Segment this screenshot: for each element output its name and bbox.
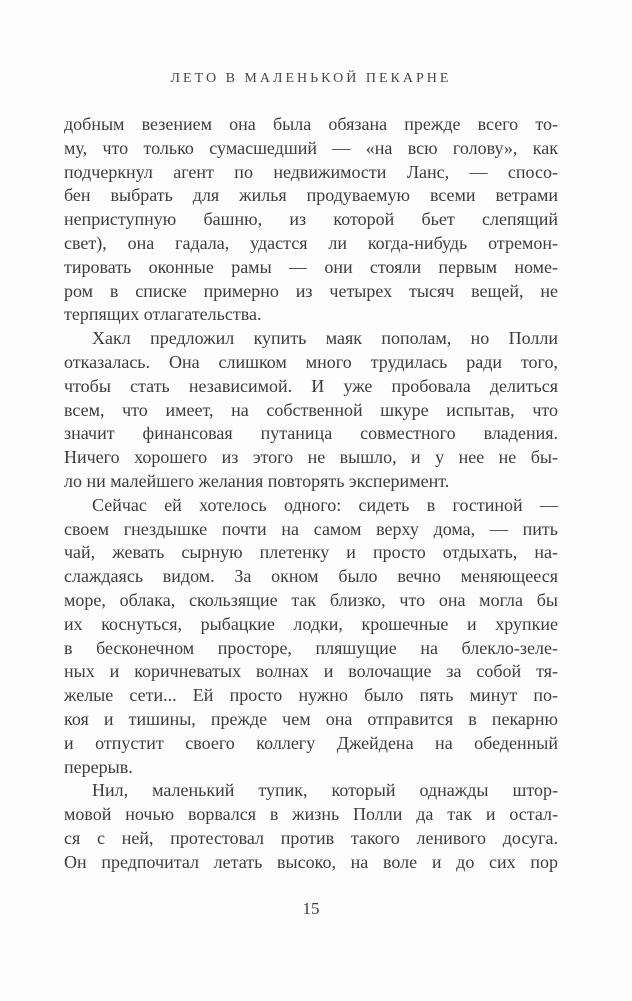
text-line: Ничего хорошего из этого не вышло, и у нее не бы-: [64, 447, 558, 468]
text-line: Он предпочитал летать высоко, на воле и до сих пор: [64, 851, 558, 872]
text-line: чтобы стать независимой. И уже пробовала делиться: [64, 375, 558, 396]
text-block: [64, 113, 558, 875]
running-header: ЛЕТО В МАЛЕНЬКОЙ ПЕКАРНЕ: [170, 71, 452, 86]
text-line: терпящих отлагательства.: [64, 304, 262, 325]
text-line: Сейчас ей хотелось одного: сидеть в гостиной —: [92, 494, 558, 515]
page-number: 15: [302, 899, 320, 918]
text-line: неприступную башню, из которой бьет слепящий: [64, 209, 558, 230]
text-line: добным везением она была обязана прежде всего то-: [64, 114, 558, 134]
text-line: ло ни малейшего желания повторять эксперимент.: [64, 470, 450, 491]
text-line: тировать оконные рамы — они стояли первым номе-: [64, 256, 558, 277]
text-line: слаждаясь видом. За окном было вечно меняющееся: [64, 566, 558, 587]
text-line: подчеркнул агент по недвижимости Ланс, — спосо-: [64, 161, 558, 182]
text-line: ся с ней, протестовал против такого ленивого досуга.: [64, 827, 558, 848]
text-line: в бесконечном просторе, пляшущие на блекло-зеле-: [64, 637, 558, 658]
text-line: море, облака, скользящие так близко, что она могла бы: [64, 589, 558, 610]
text-line: всем, что имеет, на собственной шкуре испытав, что: [64, 399, 558, 420]
text-line: ных и коричневатых волнах и волочащие за собой тя-: [64, 661, 558, 682]
text-line: отказалась. Она слишком много трудилась ради того,: [64, 351, 558, 372]
text-line: мовой ночью ворвался в жизнь Полли да так и остал-: [64, 804, 558, 825]
text-line: ром в списке примерно из четырех тысяч вещей, не: [64, 280, 558, 301]
text-line: коя и тишины, прежде чем она отправится в пекарню: [64, 708, 558, 729]
text-line: Нил, маленький тупик, который однажды штор-: [92, 780, 558, 801]
text-line: своем гнездышке почти на самом верху дома, — пить: [64, 518, 558, 539]
text-line: Хакл предложил купить маяк пополам, но Полли: [92, 328, 558, 349]
text-line: му, что только сумасшедший — «на всю голову», как: [64, 137, 558, 158]
text-line: перерыв.: [64, 756, 133, 777]
text-line: чай, жевать сырную плетенку и просто отдыхать, на-: [64, 542, 558, 563]
text-line: свет), она гадала, удастся ли когда-нибудь отремон-: [64, 232, 558, 253]
text-line: и отпустит своего коллегу Джейдена на обеденный: [64, 732, 558, 753]
text-line: желые сети... Ей просто нужно было пять минут по-: [64, 685, 558, 706]
text-line: бен выбрать для жилья продуваемую всеми ветрами: [64, 185, 558, 206]
text-line: их коснуться, рыбацкие лодки, крошечные и хрупкие: [64, 613, 558, 634]
text-line: значит финансовая путаница совместного владения.: [64, 423, 558, 444]
